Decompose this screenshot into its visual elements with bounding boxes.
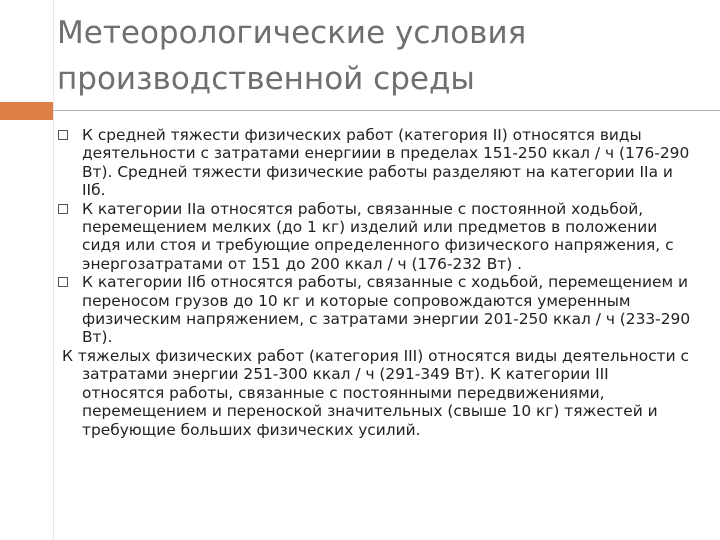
category-iii-paragraph: К тяжелых физических работ (категория III) относятся виды деятельности с затратами энергии 251-300 ккал / ч (291-349 Вт). К категории III относятся работы, связанные с постоянными передвижениями, перемещением и переноской значительных (свыше 10 кг) тяжестей и требующие больших физических усилий. [62,346,689,439]
bullet-item-text: К категории IIа относятся работы, связанные с постоянной ходьбой, перемещением мелких (до 1 кг) изделий или предметов в положении сидя или стоя и требующие определенного физического напряжения, с энергозатратами от 151 до 200 ккал / ч (176-232 Вт) . [82,199,674,273]
left-guide-line [53,0,54,540]
square-bullet-icon [58,204,68,214]
square-bullet-icon [58,277,68,287]
bullet-item-text: К средней тяжести физических работ (категория II) относятся виды деятельности с затратами енергиии в пределах 151-250 ккал / ч (176-290 Вт). Средней тяжести физические работы разделяют на категории IIа и IIб. [82,126,690,200]
bullet-item [58,126,694,200]
bullet-item [58,273,694,347]
slide-title: Метеорологические условия производственной среды [57,15,527,97]
title-divider [53,110,720,111]
accent-bar [0,102,53,120]
slide-content [58,126,694,439]
bullet-item-text: К категории IIб относятся работы, связанные с ходьбой, перемещением и переносом грузов до 10 кг и которые сопровождаются умеренным физическим напряжением, с затратами энергии 201-250 ккал / ч (233-290 Вт). [82,273,691,347]
bullet-item [58,200,694,274]
square-bullet-icon [58,130,68,140]
